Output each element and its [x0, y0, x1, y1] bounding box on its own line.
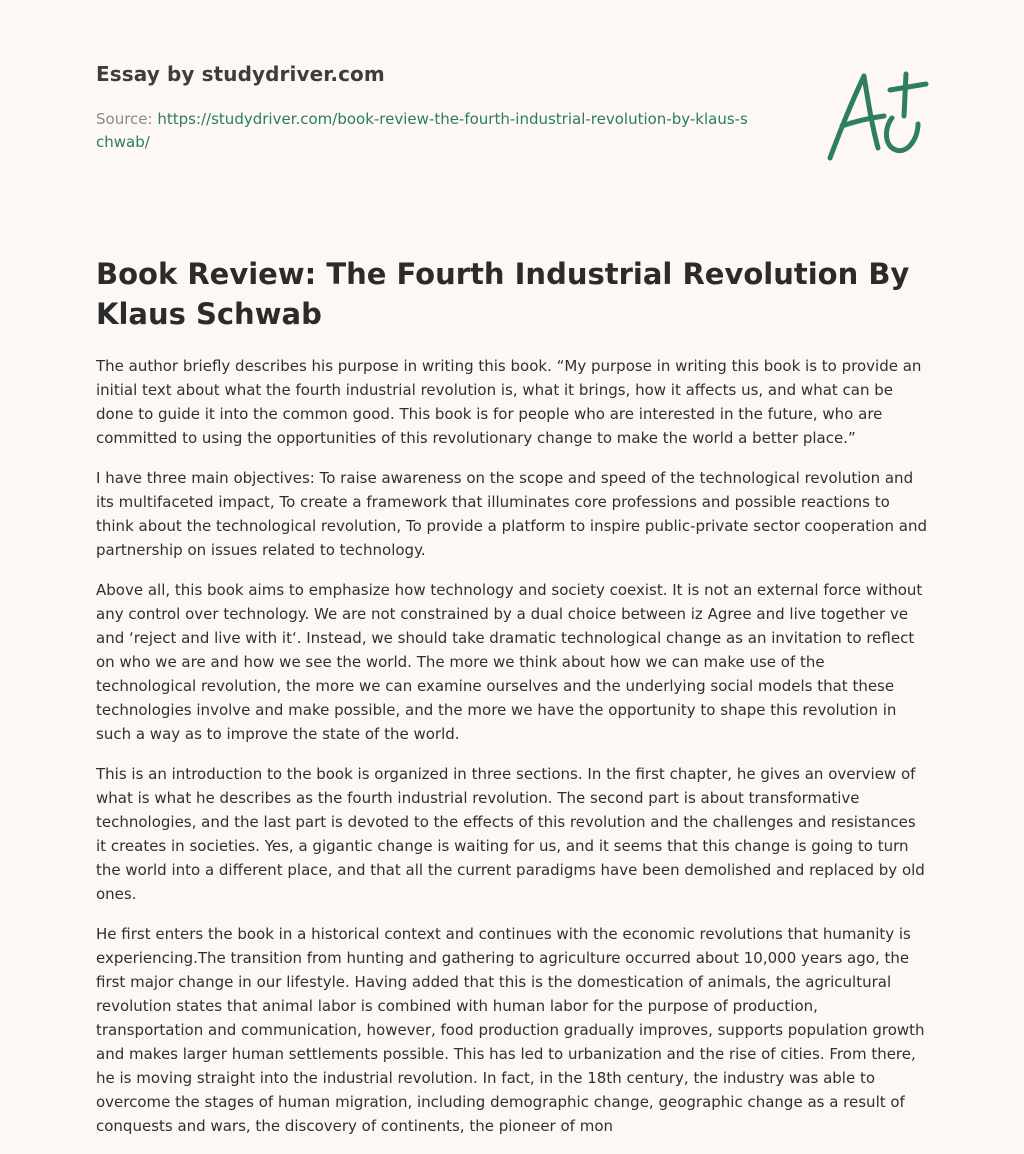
paragraph: Above all, this book aims to emphasize how technology and society coexist. It is not an external force without any control over technology. We are not constrained by a dual choice between iz Agree and live together ve and ‘reject and live with it‘. Instead, we should take dramatic technological change as an invitation to reflect on who we are and how we see the world. The more we think about how we can make use of the technological revolution, the more we can examine ourselves and the underlying social models that these technologies involve and make possible, and the more we have the opportunity to shape this revolution in such a way as to improve the state of the world. — [96, 581, 923, 743]
paragraph: This is an introduction to the book is organized in three sections. In the first chapter, he gives an overview of what is what he describes as the fourth industrial revolution. The second part is about transformative technologies, and the last part is devoted to the effects of this revolution and the challenges and resistances it creates in societies. Yes, a gigantic change is waiting for us, and it seems that this change is going to turn the world into a different place, and that all the current paradigms have been demolished and replaced by old ones. — [96, 765, 925, 903]
a-plus-logo-svg — [822, 66, 932, 166]
site-brand: Essay by studydriver.com — [96, 62, 385, 86]
paragraph: I have three main objectives: To raise awareness on the scope and speed of the technological revolution and its multifaceted impact, To create a framework that illuminates core professions and possible reactions to think about the technological revolution, To provide a platform to inspire public-private sector cooperation and partnership on issues related to technology. — [96, 469, 927, 559]
plus-vertical-stroke — [904, 74, 906, 116]
paragraph: The author briefly describes his purpose in writing this book. “My purpose in writing this book is to provide an initial text about what the fourth industrial revolution is, what it brings, how it affects us, and what can be done to guide it into the common good. This book is for people who are interested in the future, who are committed to using the opportunities of this revolutionary change to make the world a better place.” — [96, 357, 922, 447]
source-link[interactable]: https://studydriver.com/book-review-the-fourth-industrial-revolution-by-klaus-schwab/ — [96, 110, 748, 151]
plus-horizontal-stroke — [890, 84, 926, 90]
plus-loop-stroke — [886, 118, 918, 151]
paragraph: He first enters the book in a historical context and continues with the economic revolutions that humanity is experiencing.The transition from hunting and gathering to agriculture occurred about 10,000 years ago, the first major change in our lifestyle. Having added that this is the domestication of animals, the agricultural revolution states that animal labor is combined with human labor for the purpose of production, transportation and communication, however, food production gradually improves, supports population growth and makes larger human settlements possible. This has led to urbanization and the rise of cities. From there, he is moving straight into the industrial revolution. In fact, in the 18th century, the industry was able to overcome the stages of human migration, including demographic change, geographic change as a result of conquests and wars, the discovery of continents, the pioneer of mon — [96, 925, 925, 1135]
a-plus-grade-icon — [822, 66, 932, 166]
source-label: Source: — [96, 110, 158, 128]
a-left-stroke — [830, 76, 864, 158]
page-header — [96, 62, 796, 154]
a-right-stroke — [864, 76, 878, 148]
source-line — [96, 108, 756, 154]
article-title: Book Review: The Fourth Industrial Revolution By Klaus Schwab — [96, 257, 910, 331]
article-body — [96, 354, 928, 1154]
